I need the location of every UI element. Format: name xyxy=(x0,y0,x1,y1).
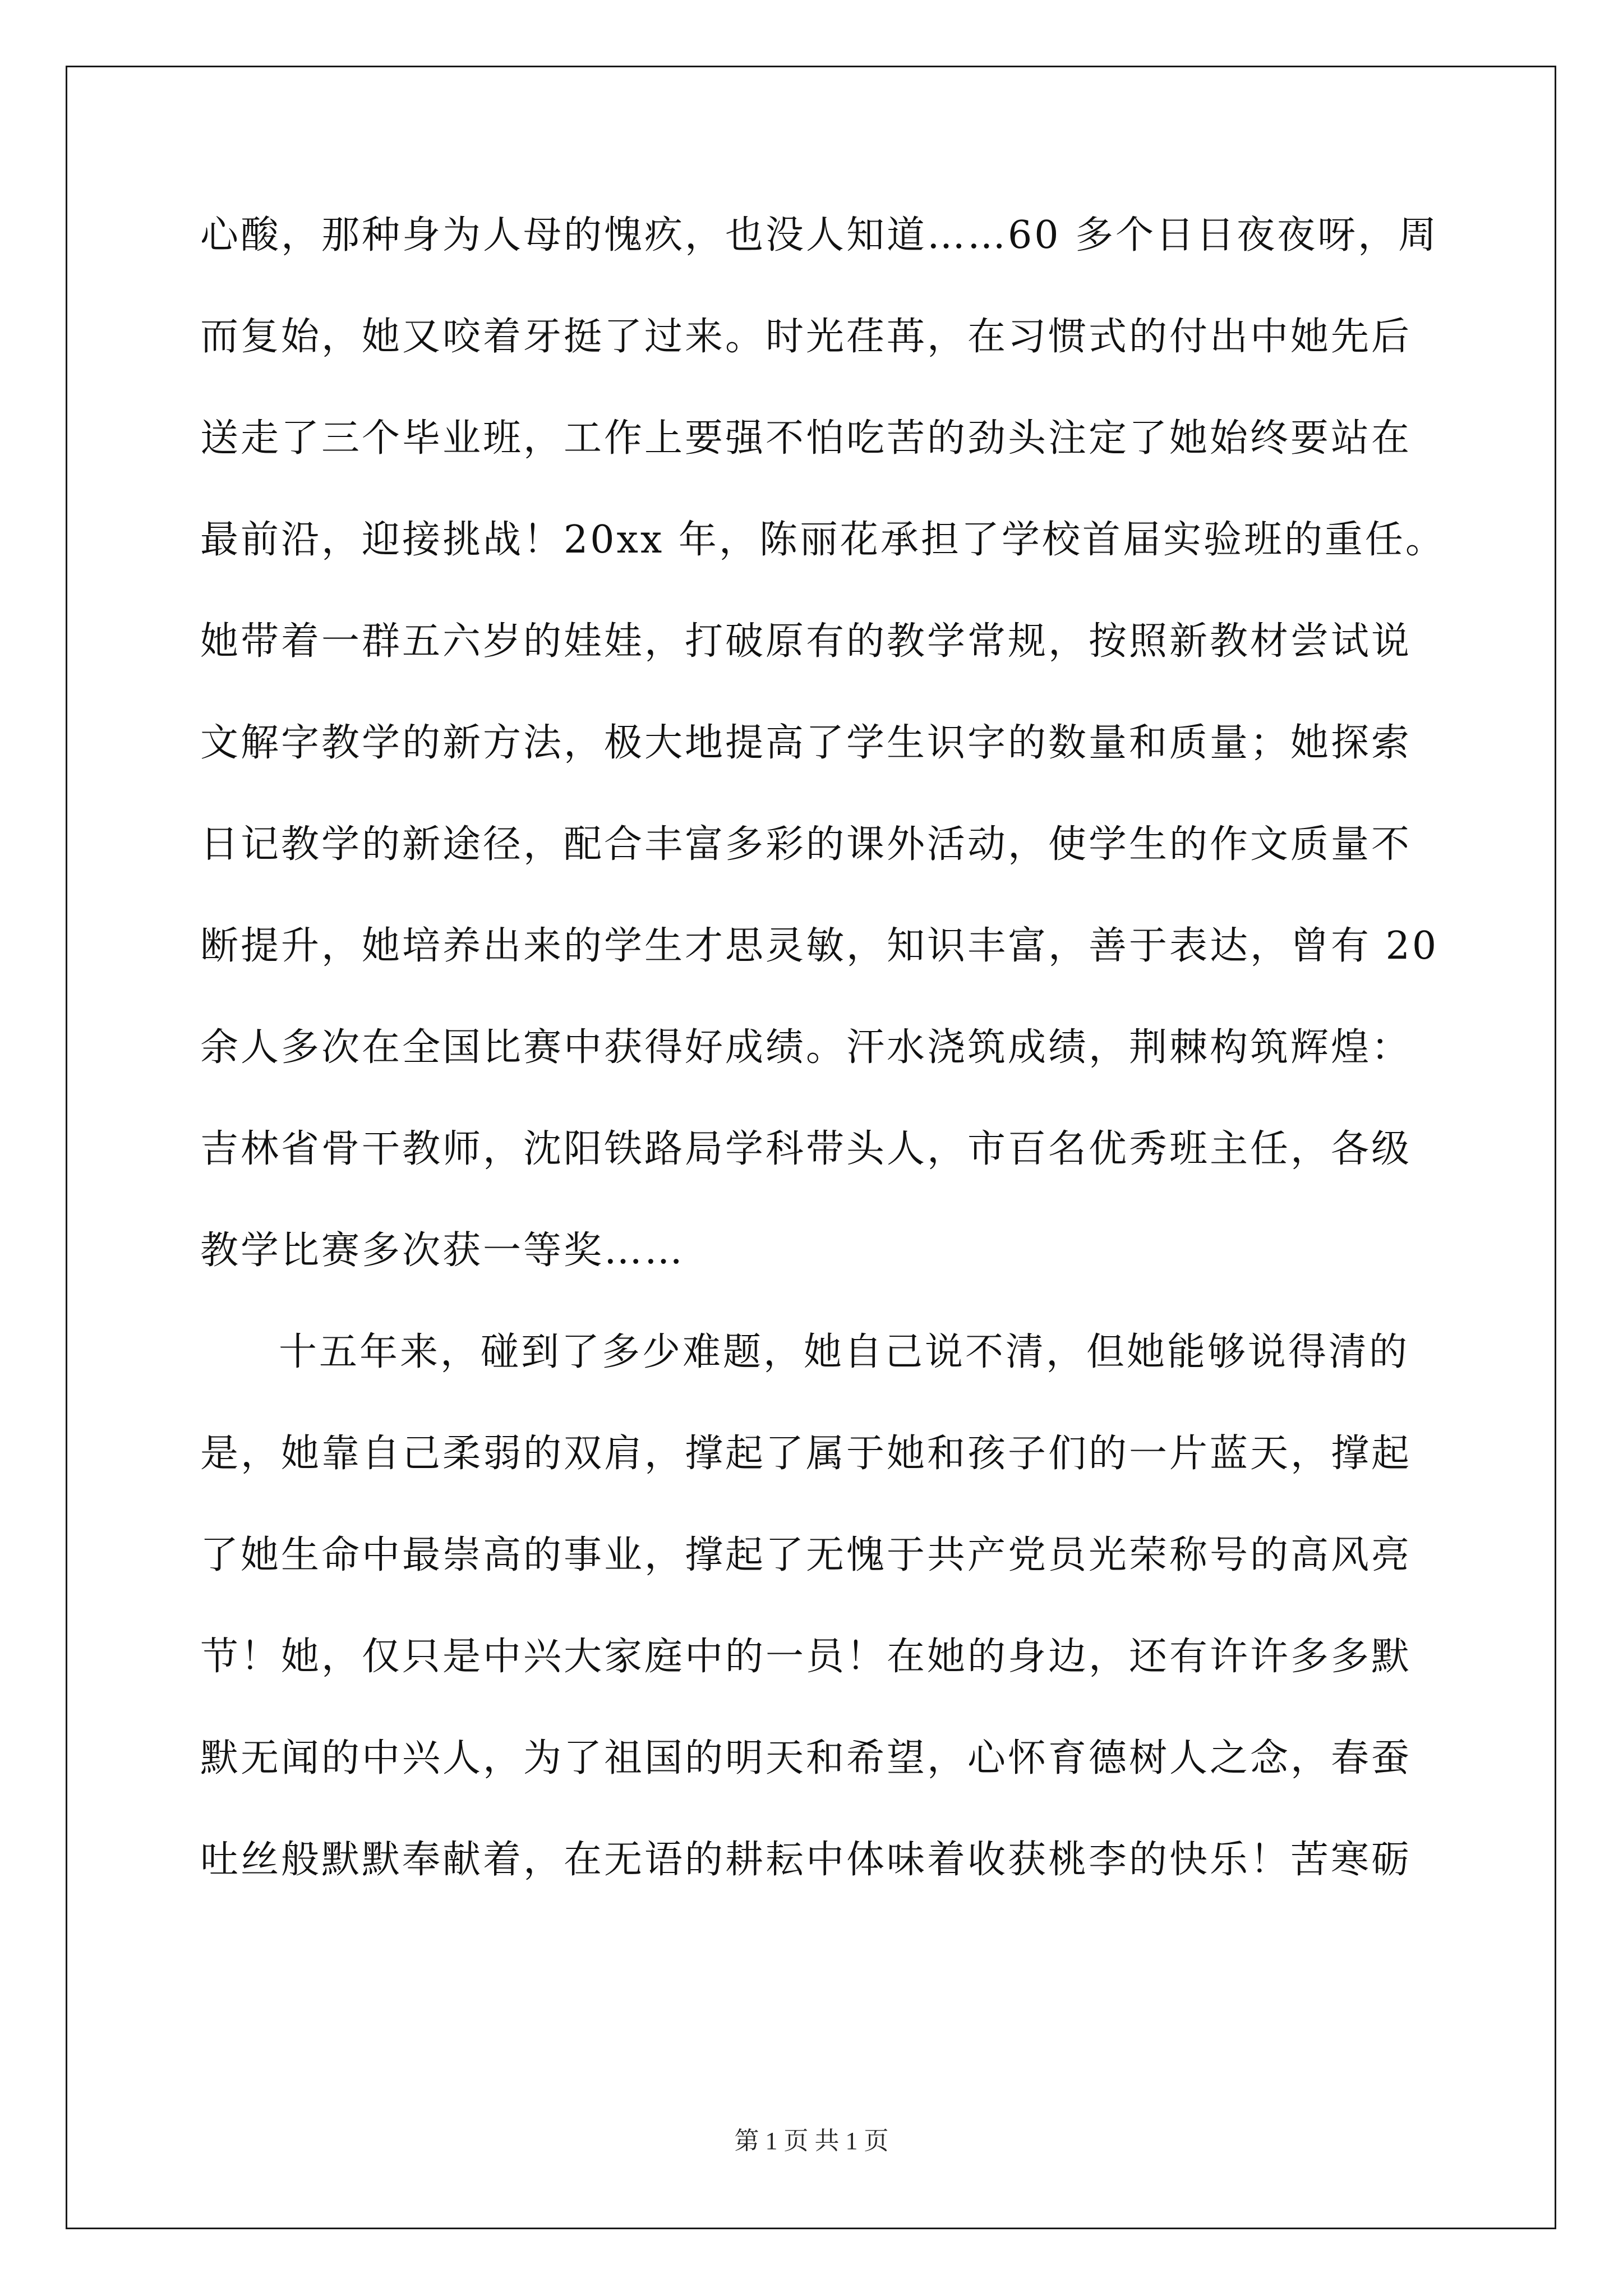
text-line: 断提升，她培养出来的学生才思灵敏，知识丰富，善于表达，曾有 20 xyxy=(200,924,1439,968)
text-line: 日记教学的新途径，配合丰富多彩的课外活动，使学生的作文质量不 xyxy=(200,822,1412,867)
text-line: 了她生命中最崇高的事业，撑起了无愧于共产党员光荣称号的高风亮 xyxy=(200,1533,1412,1577)
page-number-footer: 第 1 页 共 1 页 xyxy=(734,2127,889,2155)
text-line: 余人多次在全国比赛中获得好成绩。汗水浇筑成绩，荆棘构筑辉煌： xyxy=(200,1025,1412,1070)
text-line: 而复始，她又咬着牙挺了过来。时光荏苒，在习惯式的付出中她先后 xyxy=(200,315,1412,359)
text-line: 送走了三个毕业班，工作上要强不怕吃苦的劲头注定了她始终要站在 xyxy=(200,416,1412,461)
paragraph-first-line: 十五年来，碰到了多少难题，她自己说不清，但她能够说得清的 xyxy=(279,1330,1410,1374)
text-line: 她带着一群五六岁的娃娃，打破原有的教学常规，按照新教材尝试说 xyxy=(200,619,1412,664)
text-line: 心酸，那种身为人母的愧疚，也没人知道……60 多个日日夜夜呀，周 xyxy=(200,213,1439,257)
text-line: 最前沿，迎接挑战！20xx 年，陈丽花承担了学校首届实验班的重任。 xyxy=(200,518,1446,562)
text-line: 默无闻的中兴人，为了祖国的明天和希望，心怀育德树人之念，春蚕 xyxy=(200,1736,1412,1780)
text-line: 吉林省骨干教师，沈阳铁路局学科带头人，市百名优秀班主任，各级 xyxy=(200,1127,1412,1171)
text-line: 吐丝般默默奉献着，在无语的耕耘中体味着收获桃李的快乐！苦寒砺 xyxy=(200,1838,1412,1882)
text-line: 文解字教学的新方法，极大地提高了学生识字的数量和质量；她探索 xyxy=(200,721,1412,765)
text-line: 教学比赛多次获一等奖…… xyxy=(200,1228,685,1273)
text-line: 是，她靠自己柔弱的双肩，撑起了属于她和孩子们的一片蓝天，撑起 xyxy=(200,1432,1412,1476)
text-line: 节！她，仅只是中兴大家庭中的一员！在她的身边，还有许许多多默 xyxy=(200,1635,1412,1679)
